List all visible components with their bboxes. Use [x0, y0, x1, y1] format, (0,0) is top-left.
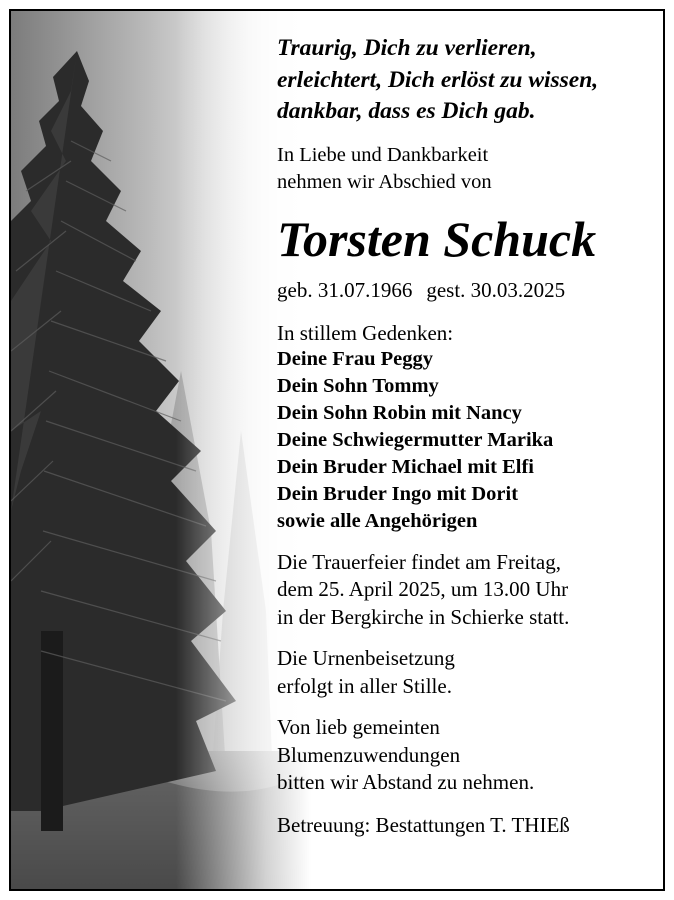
- fir-tree-photo: [11, 11, 311, 889]
- obituary-text: [277, 33, 659, 839]
- mourner: Deine Frau Peggy: [277, 347, 433, 370]
- intro-line: In Liebe und Dankbarkeit: [277, 143, 489, 166]
- urn-line: Die Urnenbeisetzung: [277, 646, 455, 670]
- service-line: Die Trauerfeier findet am Freitag,: [277, 549, 561, 574]
- mourners-list: [277, 346, 659, 535]
- mourners-label: In stillem Gedenken:: [277, 320, 454, 345]
- undertaker: Betreuung: Bestattungen T. THIEß: [277, 812, 570, 837]
- flowers-line: bitten wir Abstand zu nehmen.: [277, 770, 535, 794]
- service-line: in der Bergkirche in Schierke statt.: [277, 604, 570, 629]
- mourner: sowie alle Angehörigen: [277, 509, 478, 532]
- motto-line: Traurig, Dich zu verlieren,: [277, 35, 537, 61]
- life-dates: [277, 276, 659, 304]
- flowers-line: Von lieb gemeinten: [277, 715, 440, 739]
- mourner: Dein Bruder Michael mit Elfi: [277, 455, 534, 478]
- motto-line: dankbar, dass es Dich gab.: [277, 98, 536, 124]
- intro: [277, 142, 659, 196]
- mourner: Dein Sohn Tommy: [277, 374, 439, 397]
- obituary-card: [9, 9, 665, 891]
- mourner: Dein Sohn Robin mit Nancy: [277, 401, 522, 424]
- flowers-line: Blumenzuwendungen: [277, 742, 461, 767]
- urn-line: erfolgt in aller Stille.: [277, 673, 452, 698]
- intro-line: nehmen wir Abschied von: [277, 170, 492, 193]
- birth-date: geb. 31.07.1966: [277, 277, 413, 302]
- motto-line: erleichtert, Dich erlöst zu wissen,: [277, 66, 599, 93]
- motto: [277, 33, 659, 128]
- mourner: Deine Schwiegermutter Marika: [277, 428, 554, 451]
- deceased-name: Torsten Schuck: [277, 210, 597, 267]
- service-line: dem 25. April 2025, um 13.00 Uhr: [277, 577, 569, 601]
- death-date: gest. 30.03.2025: [426, 277, 566, 302]
- flower-request: [277, 714, 659, 797]
- mourner: Dein Bruder Ingo mit Dorit: [277, 482, 519, 505]
- urn-burial: [277, 645, 659, 700]
- funeral-service: [277, 549, 659, 632]
